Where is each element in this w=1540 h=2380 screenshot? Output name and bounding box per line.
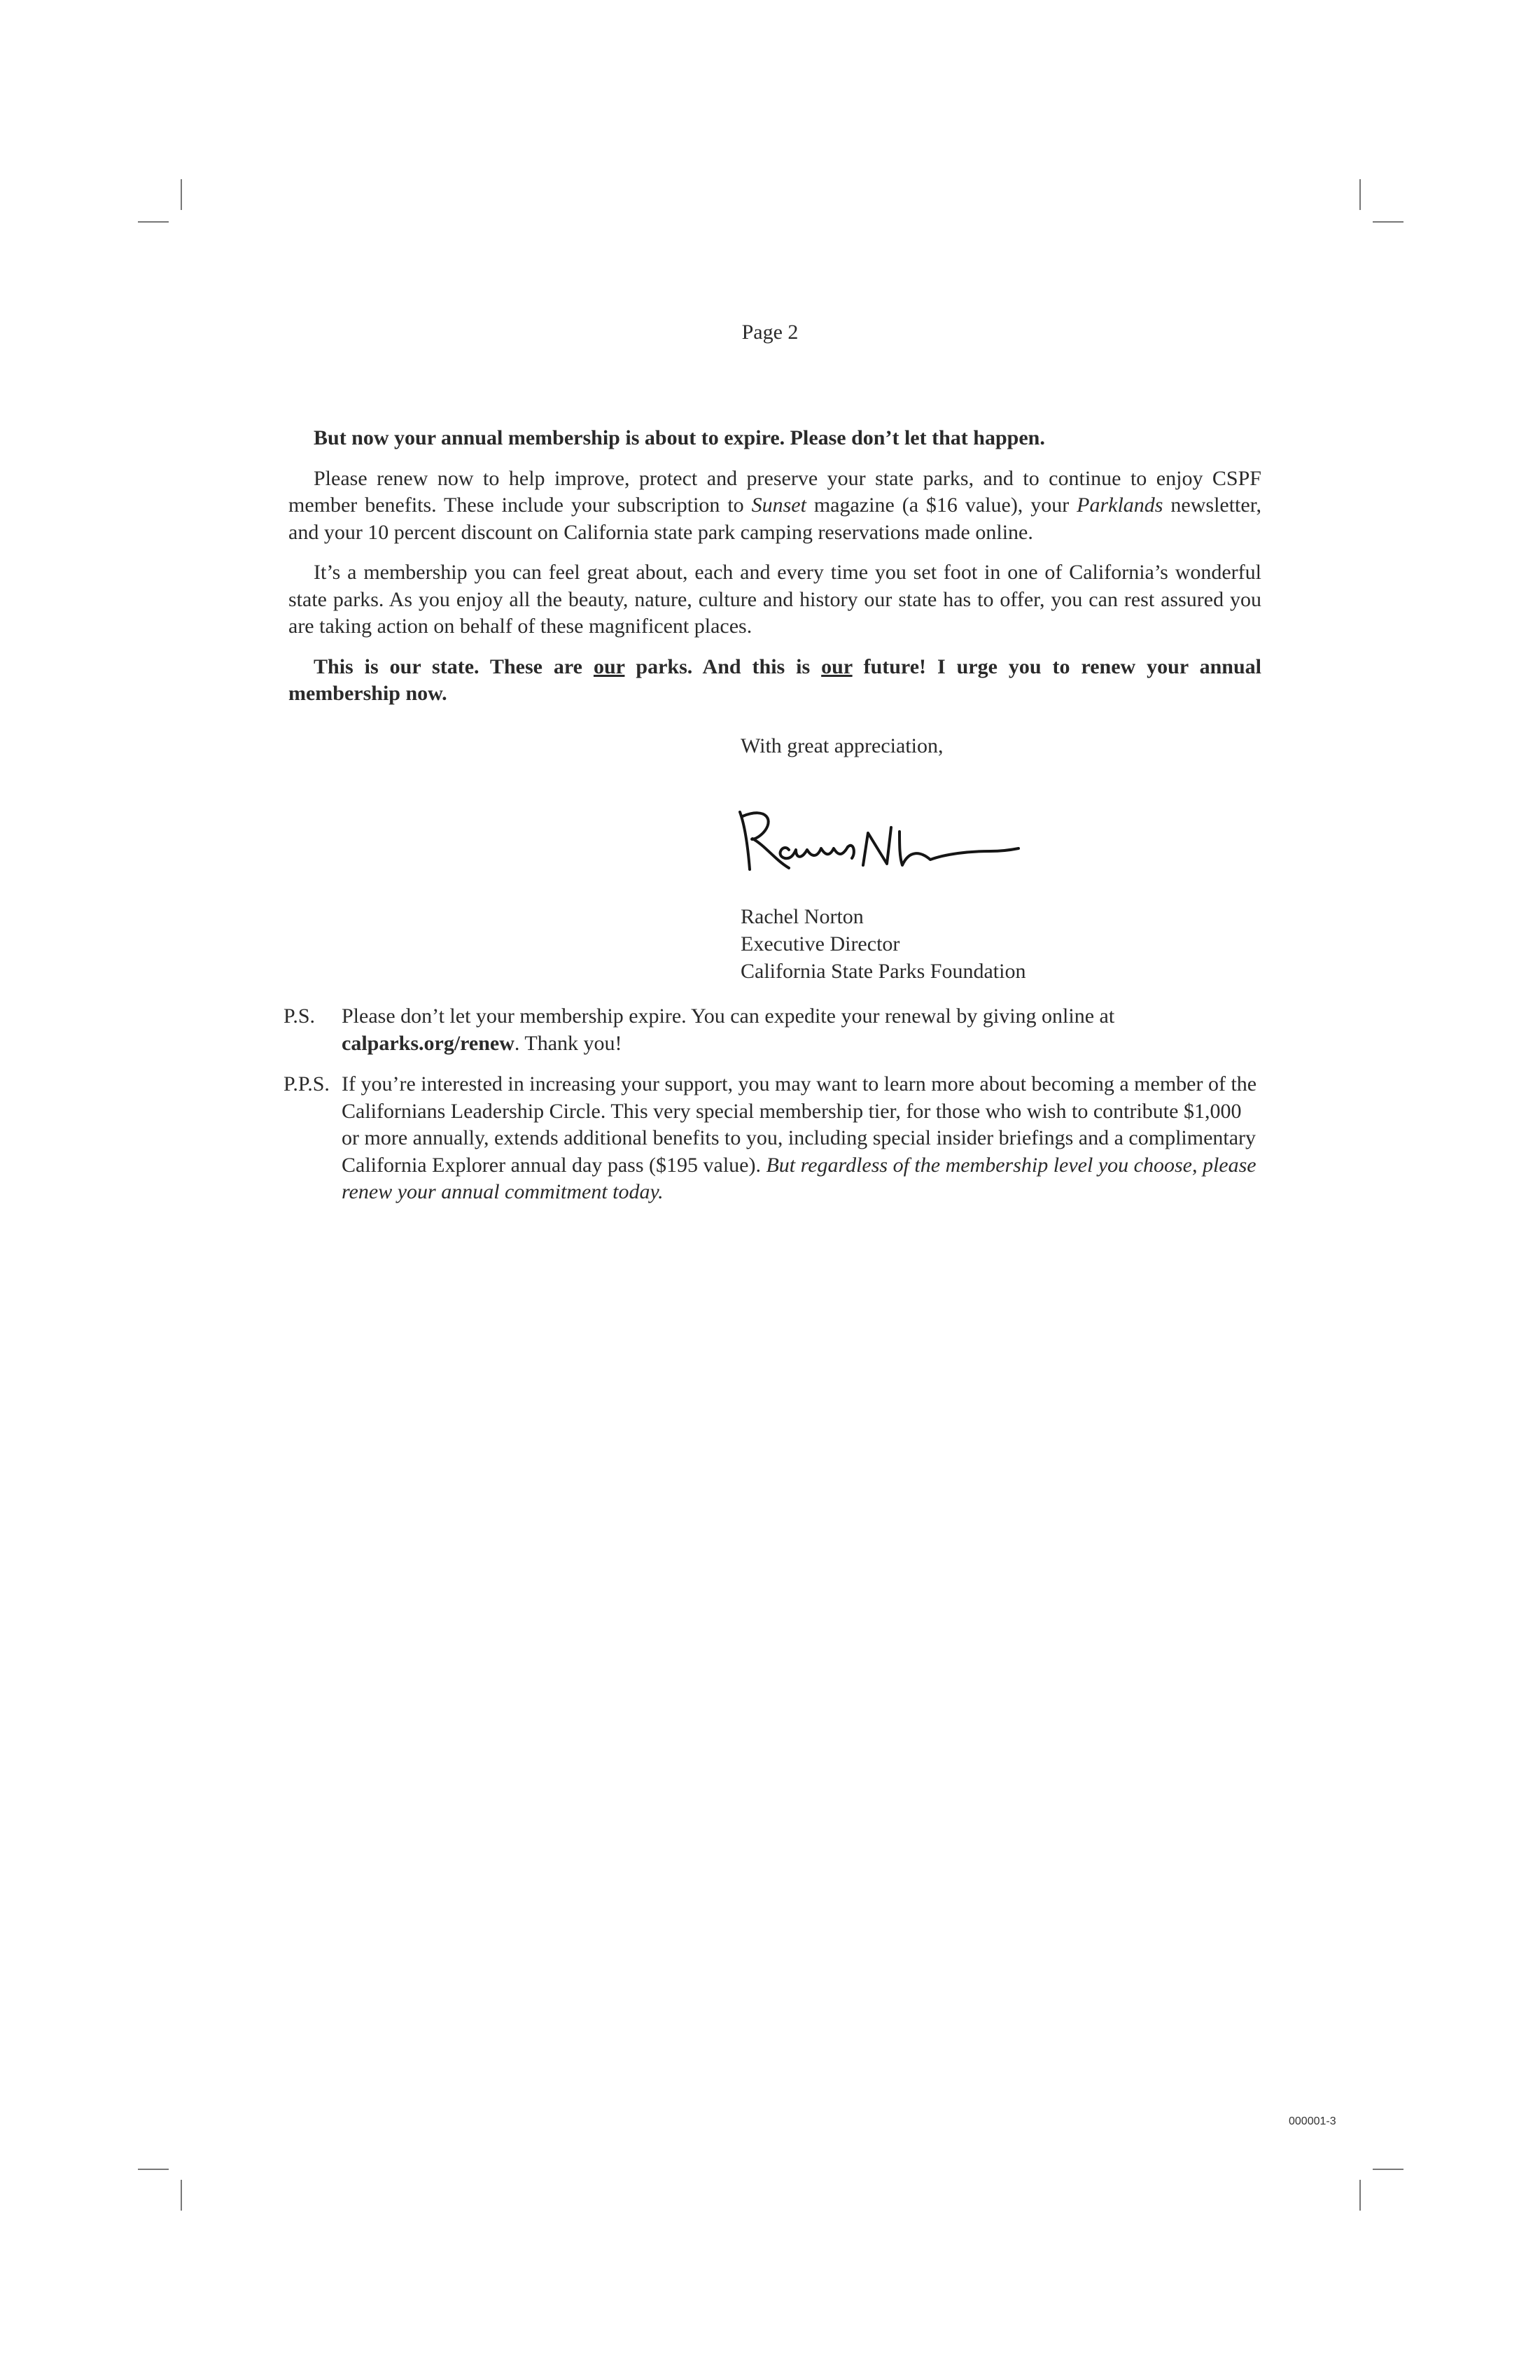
- ps-text-1: Please don’t let your membership expire. You can expedite your renewal by giving online at: [342, 1004, 1115, 1028]
- appeal-text-2: parks. And this is: [624, 654, 822, 678]
- pps-block: [284, 1071, 1264, 1206]
- signer-title: Executive Director: [741, 932, 900, 955]
- benefits-text-2: magazine (a $16 value), your: [806, 493, 1077, 517]
- renew-link[interactable]: calparks.org/renew: [342, 1031, 514, 1055]
- sunset-title: Sunset: [751, 493, 806, 517]
- our-underlined-1: our: [593, 654, 625, 678]
- crop-mark-top-right: [1373, 221, 1404, 223]
- signer-organization: California State Parks Foundation: [741, 960, 1026, 983]
- document-code: 000001-3: [1289, 2115, 1336, 2127]
- crop-mark-top-right: [1359, 179, 1361, 210]
- crop-mark-bottom-right: [1359, 2180, 1361, 2211]
- our-underlined-2: our: [821, 654, 853, 678]
- benefits-paragraph: [288, 465, 1261, 547]
- appeal-paragraph: [288, 654, 1261, 708]
- appeal-text-1: This is our state. These are: [314, 654, 594, 678]
- pps-text-1: If you’re interested in increasing your support, you may want to learn more about becoming a member of the Californians Leadership Circle. This very special membership tier, for those who wish to contribute $1,000 or more annually, extends additional benefits to you, including special insider briefings and a complimentary California Explorer annual day pass ($195 value).: [342, 1072, 1257, 1177]
- ps-text: [342, 1003, 1264, 1057]
- salutation: With great appreciation,: [741, 734, 944, 757]
- lead-paragraph: But now your annual membership is about to expire. Please don’t let that happen.: [314, 426, 1045, 449]
- membership-paragraph: It’s a membership you can feel great about, each and every time you set foot in one of California’s wonderful state parks. As you enjoy all the beauty, nature, culture and history our state has to offer, you can rest assured you are taking action on behalf of these magnificent places.: [288, 561, 1261, 638]
- pps-italic: But regardless of the membership level you choose, please renew your annual commitment today.: [342, 1153, 1256, 1203]
- ps-label: P.S.: [284, 1004, 316, 1028]
- ps-text-2: . Thank you!: [514, 1031, 622, 1055]
- pps-text: [342, 1071, 1264, 1206]
- crop-mark-bottom-left: [138, 2169, 169, 2170]
- crop-mark-top-left: [181, 179, 182, 210]
- crop-mark-bottom-left: [181, 2180, 182, 2211]
- signature: [724, 799, 1026, 883]
- parklands-title: Parklands: [1077, 493, 1163, 517]
- crop-mark-bottom-right: [1373, 2169, 1404, 2170]
- crop-mark-top-left: [138, 221, 169, 223]
- pps-label: P.P.S.: [284, 1072, 330, 1096]
- ps-block: [284, 1003, 1264, 1057]
- page-number: Page 2: [741, 321, 799, 344]
- benefits-text-3: newsletter, and your 10 percent discount on California state park camping reservations made online.: [288, 493, 1261, 544]
- signer-name: Rachel Norton: [741, 905, 864, 928]
- appeal-text-3: future! I urge you to renew your annual membership now.: [288, 654, 1261, 705]
- benefits-text-1: Please renew now to help improve, protect and preserve your state parks, and to continue to enjoy CSPF member benefits. These include your subscription to: [288, 466, 1261, 517]
- letter-body: [288, 425, 1261, 721]
